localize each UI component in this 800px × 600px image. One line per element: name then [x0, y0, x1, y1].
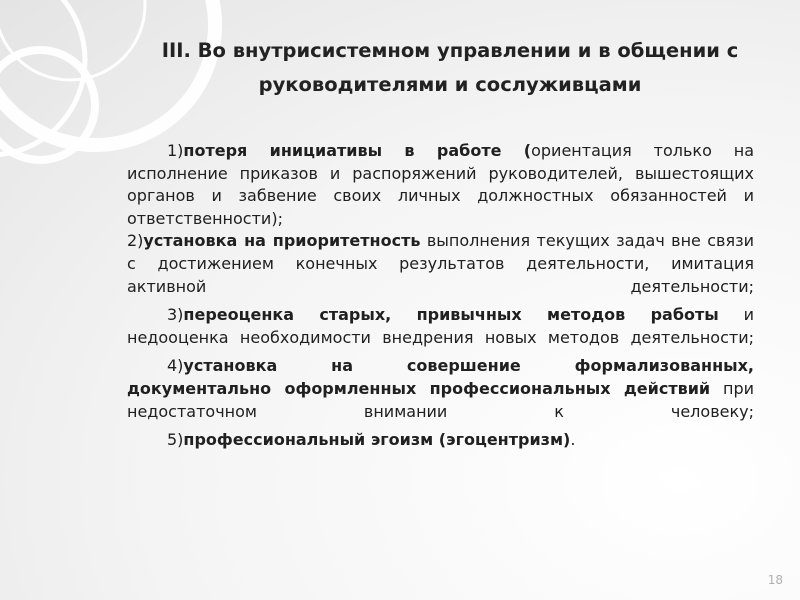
item-bold-text: установка на совершение формализованных, документально оформленных профессиональных действий — [127, 356, 754, 398]
item-number: 3) — [167, 305, 184, 325]
list-item — [127, 429, 754, 452]
list-item — [127, 230, 754, 298]
item-text: и недооценка необходимости внедрения новых методов деятельности; — [127, 305, 755, 347]
deco-circle — [0, 0, 85, 155]
item-bold-text: профессиональный эгоизм (эгоцентризм) — [183, 430, 571, 450]
page-number: 18 — [767, 573, 783, 587]
slide-content — [127, 140, 754, 452]
deco-circle — [0, 50, 95, 160]
item-number: 1) — [167, 141, 184, 160]
item-text: выполнения текущих задач вне связи с достижением конечных результатов деятельности, имитация активной деятельности; — [127, 231, 754, 296]
item-bold-text: переоценка старых, привычных методов работы — [183, 305, 719, 325]
item-text: . — [570, 430, 576, 450]
list-item — [127, 304, 754, 349]
item-bold-text: потеря инициативы в работе ( — [183, 141, 532, 160]
list-item — [127, 140, 754, 230]
deco-circle — [0, 0, 145, 80]
list-item — [127, 355, 754, 423]
item-text: ориентация только на исполнение приказов и распоряжений руководителей, вышестоящих органов и забвение своих личных должностных обязанностей и ответственности); — [127, 141, 755, 228]
item-number: 5) — [167, 430, 184, 450]
item-number: 2) — [127, 231, 144, 251]
item-bold-text: установка на приоритетность — [143, 231, 421, 251]
item-text: при недостаточном внимании к человеку; — [127, 378, 754, 421]
item-number: 4) — [167, 356, 184, 376]
slide-title: III. Во внутрисистемном управлении и в общении с руководителями и сослуживцами — [161, 39, 739, 96]
